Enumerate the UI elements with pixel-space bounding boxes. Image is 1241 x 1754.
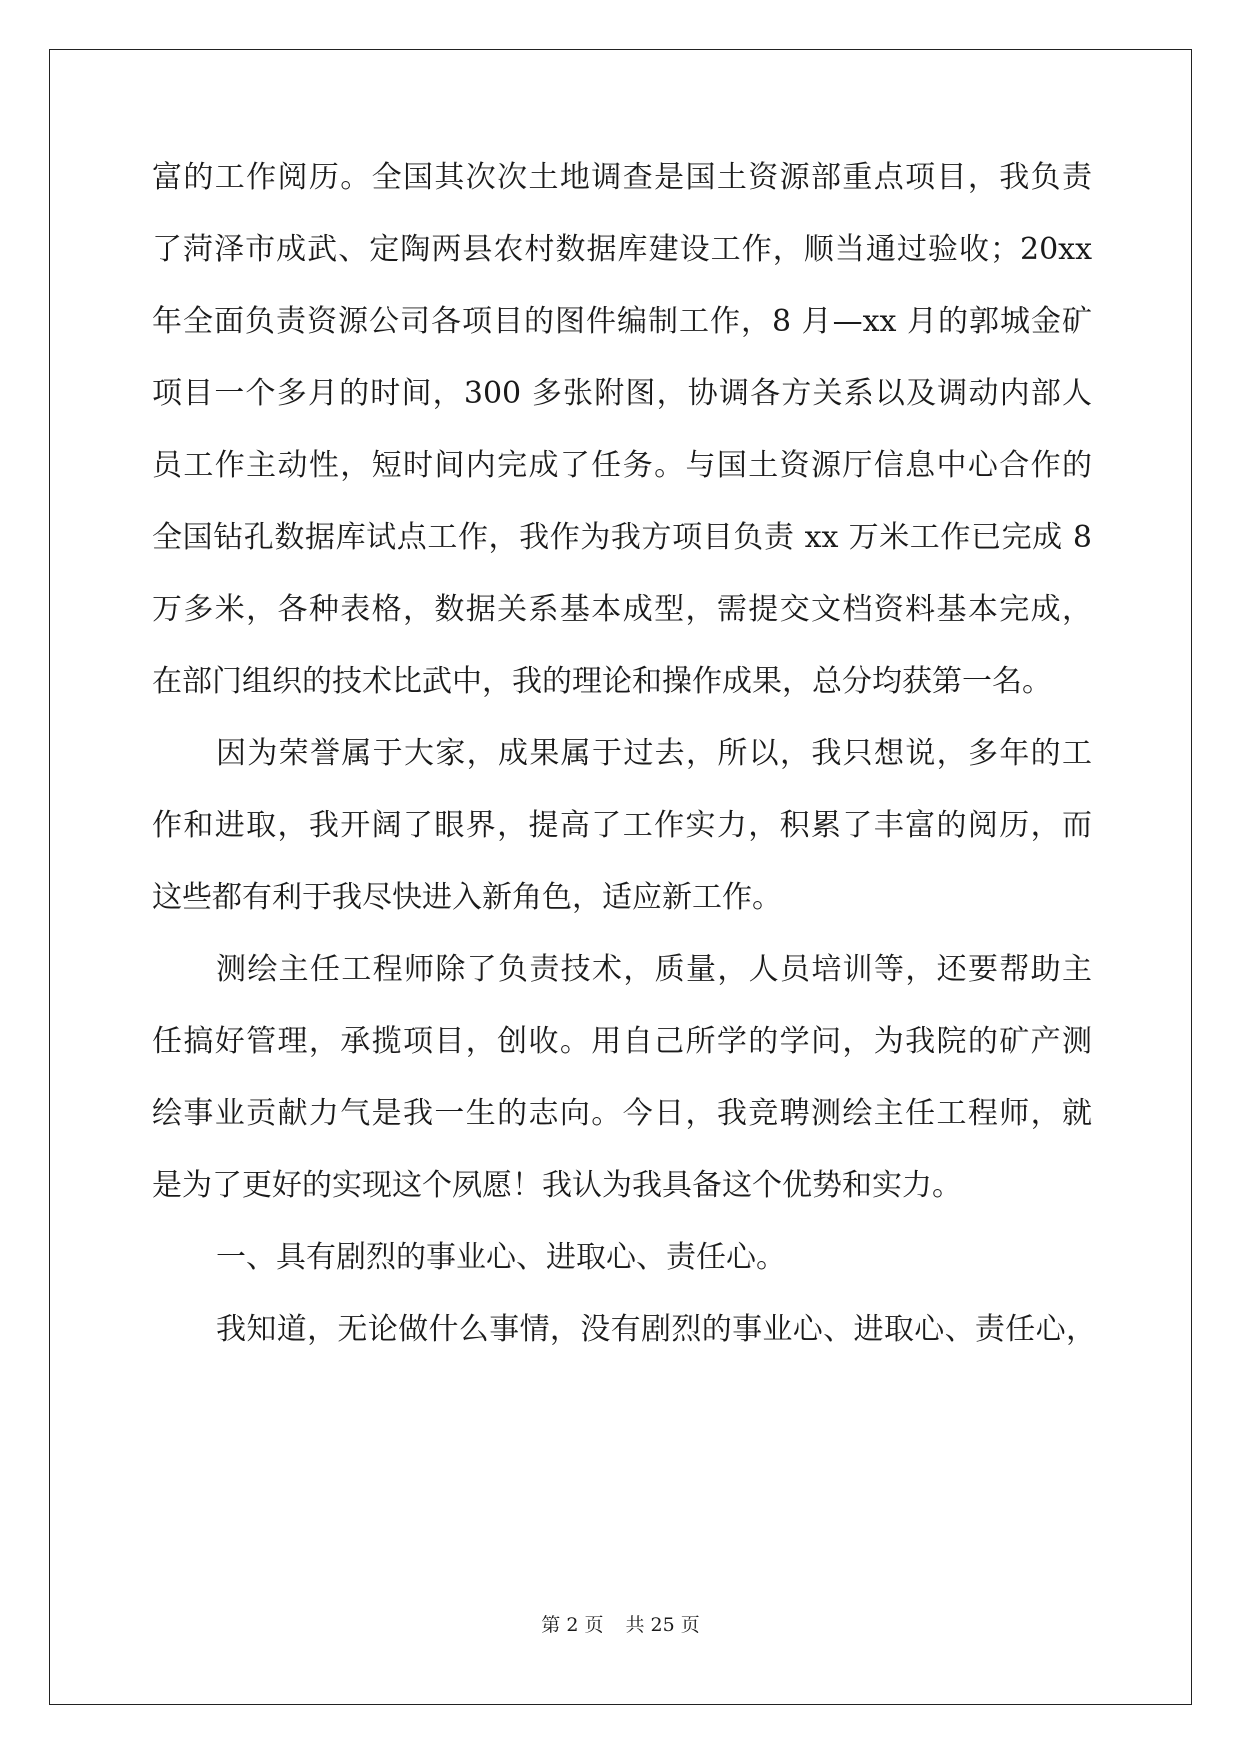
text-line: 作和进取，我开阔了眼界，提高了工作实力，积累了丰富的阅历，而: [152, 808, 1092, 843]
page-number: 第 2 页: [541, 1614, 604, 1636]
paragraph-first-line: 我知道，无论做什么事情，没有剧烈的事业心、进取心、责任心，: [216, 1312, 1096, 1347]
paragraph-first-line: 因为荣誉属于大家，成果属于过去，所以，我只想说，多年的工: [216, 736, 1092, 771]
text-line: 任搞好管理，承揽项目，创收。用自己所学的学问，为我院的矿产测: [152, 1024, 1092, 1059]
page-frame: [49, 49, 1192, 1705]
text-line: 是为了更好的实现这个夙愿！我认为我具备这个优势和实力。: [152, 1168, 962, 1203]
text-line: 了菏泽市成武、定陶两县农村数据库建设工作，顺当通过验收；20xx: [152, 232, 1092, 267]
text-line: 绘事业贡献力气是我一生的志向。今日，我竞聘测绘主任工程师，就: [152, 1096, 1092, 1131]
text-line: 这些都有利于我尽快进入新角色，适应新工作。: [152, 880, 782, 915]
text-line: 在部门组织的技术比武中，我的理论和操作成果，总分均获第一名。: [152, 664, 1052, 699]
page-total: 共 25 页: [625, 1614, 700, 1636]
text-line: 员工作主动性，短时间内完成了任务。与国土资源厅信息中心合作的: [152, 448, 1092, 483]
text-line: 富的工作阅历。全国其次次土地调查是国土资源部重点项目，我负责: [152, 160, 1092, 195]
text-line: 万多米，各种表格，数据关系基本成型，需提交文档资料基本完成，: [152, 592, 1092, 627]
text-line: 年全面负责资源公司各项目的图件编制工作，8 月—xx 月的郭城金矿: [152, 304, 1092, 339]
text-line: 全国钻孔数据库试点工作，我作为我方项目负责 xx 万米工作已完成 8: [152, 520, 1092, 555]
paragraph-first-line: 测绘主任工程师除了负责技术，质量，人员培训等，还要帮助主: [216, 952, 1092, 987]
section-heading: 一、具有剧烈的事业心、进取心、责任心。: [216, 1240, 786, 1275]
text-line: 项目一个多月的时间，300 多张附图，协调各方关系以及调动内部人: [152, 376, 1092, 411]
page-footer: [0, 1613, 1241, 1637]
